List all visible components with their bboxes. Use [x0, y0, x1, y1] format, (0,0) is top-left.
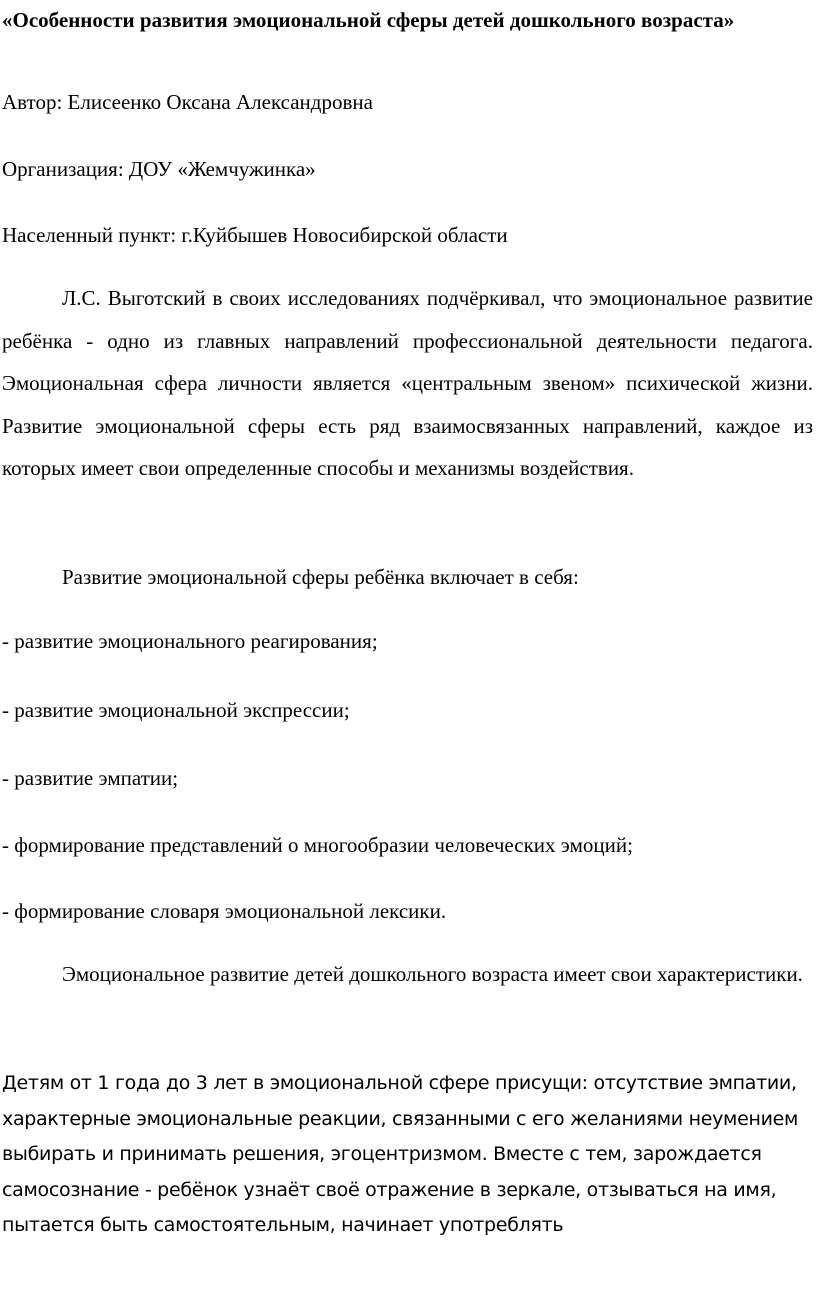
list-item: - развитие эмпатии;: [2, 766, 179, 790]
list-item: - формирование представлений о многообразии человеческих эмоций;: [2, 833, 633, 857]
author-line: Автор: Елисеенко Оксана Александровна: [2, 90, 373, 114]
paragraph-vygotsky: Л.С. Выготский в своих исследованиях подчёркивал, что эмоциональное развитие ребёнка - одно из главных направлений профессиональной деятельности педагога. Эмоциональная сфера личности является «центральным звеном» психической жизни. Развитие эмоциональной сферы есть ряд взаимосвязанных направлений, каждое из которых имеет свои определенные способы и механизмы воздействия.: [2, 286, 813, 480]
list-item: - развитие эмоциональной экспрессии;: [2, 698, 350, 722]
paragraph-age-1-3: Детям от 1 года до 3 лет в эмоциональной сфере присущи: отсутствие эмпатии, характерные эмоциональные реакции, связанными с его желаниями неумением выбирать и принимать решения, эгоцентризмом. Вместе с тем, зарождается самосознание - ребёнок узнаёт своё отражение в зеркале, отзываться на имя, пытается быть самостоятельным, начинает употреблять: [2, 1072, 799, 1236]
locality-line: Населенный пункт: г.Куйбышев Новосибирской области: [2, 223, 508, 247]
list-item: - формирование словаря эмоциональной лексики.: [2, 899, 447, 923]
paragraph-includes: Развитие эмоциональной сферы ребёнка включает в себя:: [62, 565, 579, 589]
organization-line: Организация: ДОУ «Жемчужинка»: [2, 157, 316, 181]
paragraph-characteristics: Эмоциональное развитие детей дошкольного возраста имеет свои характеристики.: [62, 962, 803, 986]
list-item: - развитие эмоционального реагирования;: [2, 629, 378, 653]
document-title: «Особенности развития эмоциональной сферы детей дошкольного возраста»: [2, 8, 735, 32]
